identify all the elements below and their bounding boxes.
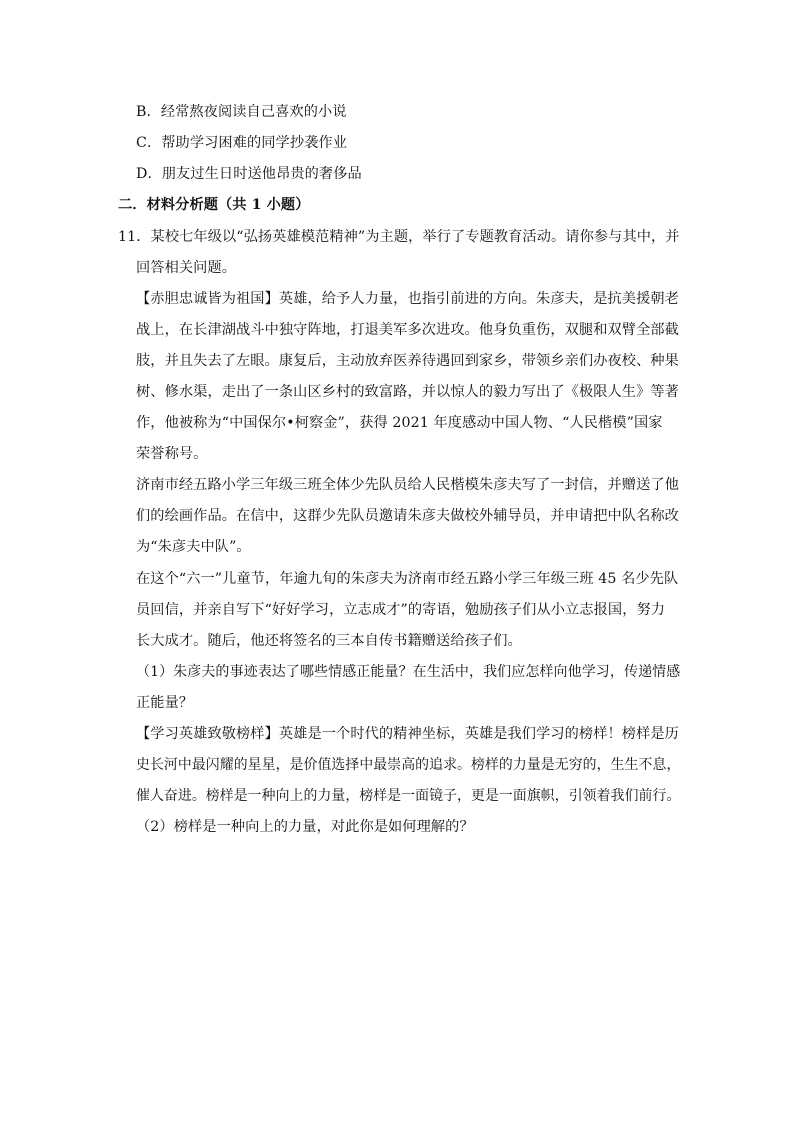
material-3-line: 员回信，并亲自写下“好好学习，立志成才”的寄语，勉励孩子们从小立志报国，努力 <box>136 602 666 618</box>
material-4-line: 【学习英雄致敬榜样】英雄是一个时代的精神坐标，英雄是我们学习的榜样！榜样是历 <box>136 726 679 742</box>
material-1-line: 荣誉称号。 <box>136 446 208 462</box>
material-1-line: 战上，在长津湖战斗中独守阵地，打退美军多次进攻。他身负重伤，双腿和双臂全部截 <box>136 322 679 338</box>
material-4-line: 史长河中最闪耀的星星，是价值选择中最崇高的追求。榜样的力量是无穷的，生生不息， <box>136 757 681 773</box>
sub-question-1-line: （1）朱彦夫的事迹表达了哪些情感正能量？在生活中，我们应怎样向他学习，传递情感 <box>136 664 681 680</box>
material-2-line: 济南市经五路小学三年级三班全体少先队员给人民楷模朱彦夫写了一封信，并赠送了他 <box>136 477 679 493</box>
section-heading: 二．材料分析题（共 1 小题） <box>118 197 310 213</box>
option-c: C．帮助学习困难的同学抄袭作业 <box>136 135 347 151</box>
material-3-line: 长大成才。随后，他还将签名的三本自传书籍赠送给孩子们。 <box>136 633 522 649</box>
material-2-line: 们的绘画作品。在信中，这群少先队员邀请朱彦夫做校外辅导员，并申请把中队名称改 <box>136 508 679 524</box>
material-1-line: 作，他被称为“中国保尔•柯察金”，获得 2021 年度感动中国人物、“人民楷模”国家 <box>136 415 663 431</box>
question-stem-line-1: 11．某校七年级以“弘扬英雄模范精神”为主题，举行了专题教育活动。请你参与其中，并 <box>118 229 680 245</box>
sub-question-2: （2）榜样是一种向上的力量，对此你是如何理解的？ <box>136 819 474 835</box>
material-2-line: 为“朱彦夫中队”。 <box>136 539 251 555</box>
question-stem-line-2: 回答相关问题。 <box>136 260 237 276</box>
material-3-line: 在这个“六一”儿童节，年逾九旬的朱彦夫为济南市经五路小学三年级三班 45 名少先队 <box>136 571 679 587</box>
option-d: D．朋友过生日时送他昂贵的奢侈品 <box>136 166 362 182</box>
material-1-line: 【赤胆忠诚皆为祖国】英雄，给予人力量，也指引前进的方向。朱彦夫，是抗美援朝老 <box>136 291 679 307</box>
option-b: B．经常熬夜阅读自己喜欢的小说 <box>136 104 347 120</box>
sub-question-1-line: 正能量？ <box>136 695 194 711</box>
material-1-line: 树、修水渠，走出了一条山区乡村的致富路，并以惊人的毅力写出了《极限人生》等著 <box>136 384 679 400</box>
material-4-line: 催人奋进。榜样是一种向上的力量，榜样是一面镜子，更是一面旗帜，引领着我们前行。 <box>136 788 681 804</box>
material-1-line: 肢，并且失去了左眼。康复后，主动放弃医养待遇回到家乡，带领乡亲们办夜校、种果 <box>136 353 679 369</box>
